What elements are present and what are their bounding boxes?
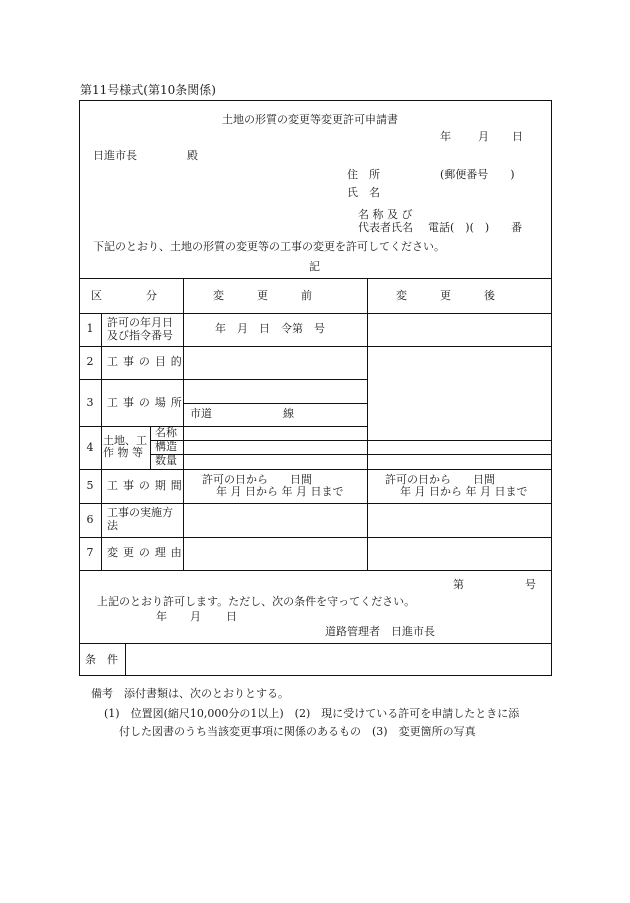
row-number-4: 4 — [86, 441, 94, 454]
corp-name-label: 名 称 及 び — [358, 208, 413, 221]
row4-sub-name: 名称 — [155, 426, 177, 439]
approval-number-dai: 第 — [453, 578, 464, 591]
row7-bottom-line — [79, 570, 552, 571]
row6-label-line1: 工事の実施方 — [107, 506, 173, 519]
col-number-right-line — [101, 313, 102, 570]
postal-code-label: (郵便番号 ) — [440, 168, 515, 181]
notes-line-2: 付した図書のうち当該変更事項に関係のあるもの (3) 変更箇所の写真 — [119, 725, 476, 738]
row3-inner-line — [183, 403, 367, 404]
ki-mark: 記 — [309, 260, 320, 273]
row4-sub-quantity: 数量 — [155, 454, 177, 467]
form-title: 土地の形質の変更等変更許可申請書 — [222, 113, 398, 126]
row4-bottom-line — [79, 469, 552, 470]
header-bottom-line — [79, 313, 552, 314]
approval-date-day: 日 — [226, 610, 237, 623]
application-statement: 下記のとおり、土地の形質の変更等の工事の変更を許可してください。 — [93, 240, 445, 253]
honorific: 殿 — [187, 149, 198, 162]
conditions-divider — [125, 643, 126, 676]
row5-after-line1: 許可の日から 日間 — [385, 473, 495, 486]
approval-date-month: 月 — [190, 610, 201, 623]
row-number-7: 7 — [86, 546, 94, 559]
row-number-6: 6 — [86, 513, 94, 526]
representative-label: 代表者氏名 — [358, 221, 413, 234]
row7-label: 変更の理由 — [107, 546, 187, 559]
row4-inner-line-2 — [150, 454, 552, 455]
row-number-1: 1 — [86, 322, 94, 335]
row3-bottom-line — [79, 426, 367, 427]
row2-label: 工事の目的 — [107, 355, 187, 368]
row6-bottom-line — [79, 537, 552, 538]
row5-label: 工事の期間 — [107, 479, 187, 492]
row1-before-value: 年 月 日 令第 号 — [215, 322, 325, 335]
approval-authority: 道路管理者 日進市長 — [325, 625, 435, 638]
header-after: 変 更 後 — [396, 289, 495, 302]
notes-heading: 備考 添付書類は、次のとおりとする。 — [91, 687, 289, 700]
row4-sub-structure: 構造 — [155, 440, 177, 453]
row4-label-line1: 土地、工 — [103, 434, 147, 447]
approval-date-year: 年 — [156, 610, 167, 623]
approval-bottom-line — [79, 643, 552, 644]
row5-before-line1: 許可の日から 日間 — [202, 473, 312, 486]
row4-inner-line-1 — [150, 440, 552, 441]
row6-label-line2: 法 — [107, 519, 118, 532]
row4-sub-divider — [150, 426, 151, 469]
application-date-year: 年 — [440, 130, 451, 143]
notes-line-1: (1) 位置図(縮尺10,000分の1以上) (2) 現に受けている許可を申請したときに添 — [104, 707, 520, 720]
approval-number-go: 号 — [525, 578, 536, 591]
row-number-2: 2 — [86, 355, 94, 368]
col-category-right-line — [183, 278, 184, 570]
row3-route-line: 線 — [283, 407, 294, 420]
header-category: 区 分 — [91, 289, 157, 302]
col-before-right-line — [367, 278, 368, 570]
name-label: 氏 名 — [347, 186, 380, 199]
application-date-month: 月 — [478, 130, 489, 143]
form-frame — [79, 100, 552, 676]
phone-label: 電話( )( ) 番 — [428, 221, 523, 234]
row3-label: 工事の場所 — [107, 396, 187, 409]
row4-label-line2: 作 物 等 — [103, 446, 143, 459]
row-number-5: 5 — [86, 479, 94, 492]
conditions-label: 条 件 — [85, 653, 118, 666]
row1-bottom-line — [79, 346, 552, 347]
form-number: 第11号様式(第10条関係) — [80, 83, 216, 97]
row2-bottom-line — [79, 379, 367, 380]
row5-before-line2: 年 月 日から 年 月 日まで — [216, 485, 344, 498]
row5-bottom-line — [79, 503, 552, 504]
application-date-day: 日 — [512, 130, 523, 143]
table-top-line — [79, 278, 552, 279]
row5-after-line2: 年 月 日から 年 月 日まで — [400, 485, 528, 498]
row3-route-city: 市道 — [190, 407, 212, 420]
address-label: 住 所 — [347, 168, 380, 181]
header-before: 変 更 前 — [213, 289, 312, 302]
addressee: 日進市長 — [93, 149, 137, 162]
row1-label-line2: 及び指令番号 — [107, 329, 173, 342]
approval-statement: 上記のとおり許可します。ただし、次の条件を守ってください。 — [97, 595, 416, 608]
row1-label-line1: 許可の年月日 — [107, 316, 173, 329]
row-number-3: 3 — [86, 396, 94, 409]
